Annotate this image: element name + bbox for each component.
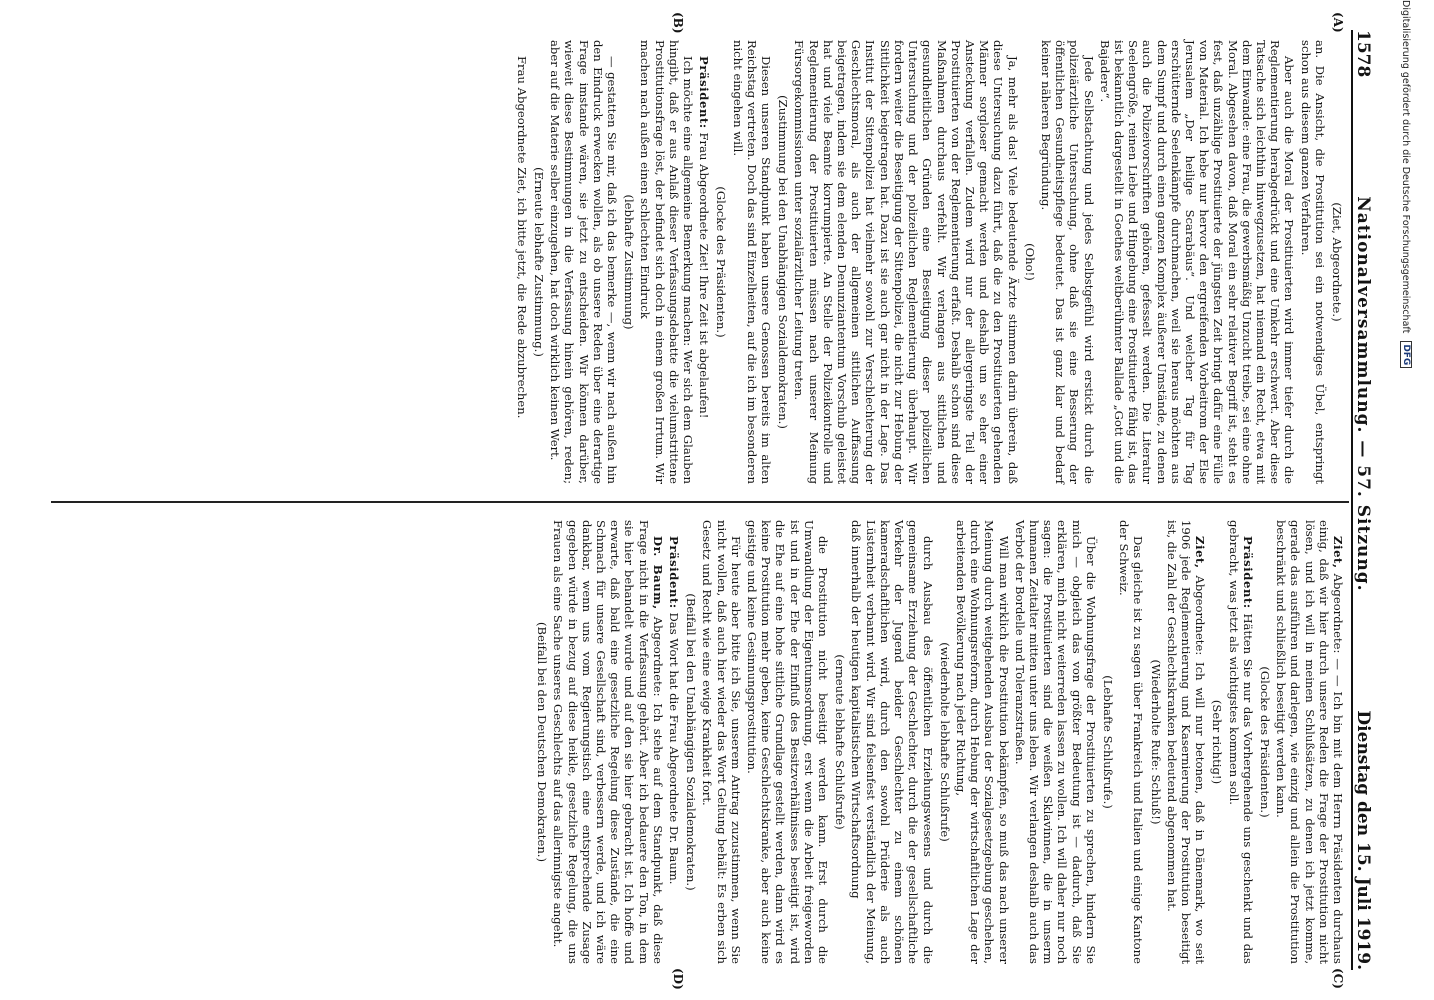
margin-letter-c: (C) (1331, 968, 1345, 989)
paragraph: — gestatten Sie mir, daß ich das bemerke —, wenn wir nach außen hin den Eindruck erwecken wollen, als ob unsere Reden über eine derartige Frage imstande wären, sie jetzt zu entscheiden. Wir können darüber, wieweit diese Bestimmungen in die Verfassung hinein gehören, reden; aber auf die Materie selber einzugehen, hat doch wirklich keinen Wert. (548, 40, 620, 484)
interjection: (erneute lebhafte Schlußrufe) (833, 654, 848, 830)
paragraph: Abgeordnete: — — Ich bin mit dem Herrn Präsidenten durchaus einig, daß wir hier durch unsere Reden die Frage der Prostitution nicht lösen, und ich will in meinen Schlußsätzen, zu denen ich jetzt komme, gerade das ausführen und darlegen, wie einzig und allein die Prostitution beschränkt und schließlich beseitigt werden kann. (1274, 520, 1345, 965)
paragraph: Aber auch die Moral der Prostituierten wird immer tiefer durch die Reglementierung herabgedrückt und eine Umkehr erschwert. Aber diese Tatsache sich leichthin hinwegzusetzen, hat niemand ein Recht, etwa mit dem Einwande: eine Frau, die gewerbsmäßig Unzucht treibe, sei eine ohne Moral. Abgesehen davon, daß Moral ein sehr relativer Begriff ist, steht es fest, daß unzählige Prostituierte der jüngsten Zeit bringt dafür eine Fülle von Material. Ich hebe nur hervor den ergreifenden Vorbeitrom der Else Jerusalem „Der heilige Scarabäus“. Und welcher Tag für Tag erschütternde Seelenkämpfe durchmachen, weil sie heraus möchten aus dem Sumpf und durch einen ganzen Komplex äußerer Umstände, zu denen auch die Polizeivorschriften gehören, gefesselt werden. Die Literatur Seelengröße, reinen Liebe und Hingebung eine Prostituierte fähig ist, das ist bekanntlich dargestellt in Goethes weltberühmter Ballade „Gott und die Bajadere“. (1097, 40, 1297, 484)
rotated-page (5, 0, 1385, 1000)
dfg-logo: DFG (1400, 341, 1412, 368)
interjection: (Beifall bei den Unabhängigen Sozialdemokraten.) (684, 593, 699, 891)
paragraph: Für heute aber bitte ich Sie, unserem Antrag zuzustimmen, wenn Sie nicht wollen, daß auch hier wieder das Wort Geltung behält: Es erben sich Gesetz und Recht wie eine ewige Krankheit fort. (700, 520, 743, 964)
speaker-label: Ziet, (1193, 536, 1208, 569)
interjection: (Glocke des Präsidenten.) (1257, 666, 1272, 818)
paragraph: an. Die Ansicht, die Prostitution sei ein notwendiges Übel, entspringt schon aus diesem ganzen Verfahren. (1298, 40, 1327, 484)
funding-note: Digitalisierung gefördert durch die Deutsche Forschungsgemeinschaft (1400, 0, 1412, 334)
speaker-continuation: (Ziet, Abgeordnete.) (1330, 202, 1344, 322)
interjection: (Erneute lebhafte Zustimmung.) (532, 167, 547, 357)
speaker-label: Präsident: (697, 56, 712, 129)
interjection: (Glocke des Präsidenten.) (714, 186, 729, 338)
right-column (25, 520, 1345, 964)
interjection: (wiederholte lebhafte Schlußrufe) (937, 642, 952, 842)
paragraph: Ich möchte eine allgemeine Bemerkung machen: Wer sich dem Glauben hingibt, daß er aus Anlaß dieser Verfassungsdebatte die vielumstrittene Prostitutionsfrage löst, der befindet sich doch in einem großen Irrtum. Wir machen nach außen einen schlechten Eindruck (638, 40, 696, 484)
interjection: (Beifall bei den Deutschen Demokraten.) (535, 621, 550, 863)
interjection: (Lebhafte Schlußrufe.) (1100, 675, 1115, 809)
speaker-label: Präsident: (667, 536, 682, 609)
page-header (1351, 30, 1379, 970)
paragraph: Über die Wohnungsfrage der Prostituierten zu sprechen, hindern Sie mich — obgleich das von größter Bedeutung ist — dadurch, daß Sie erklären, mich nicht weiterreden lassen zu wollen. Ich will daher nur noch sagen: die Prostituierten sind die weißen Sklavinnen, die in unserm humanen Zeitalter mitten unter uns leben. Wir verlangen deshalb auch das Verbot der Bordelle und Toleranzstraßen. (1012, 520, 1098, 964)
paragraph: Das gleiche ist zu sagen über Frankreich und Italien und einige Kantone der Schweiz. (1117, 520, 1146, 964)
paragraph: Das Wort hat die Frau Abgeordnete Dr. Baum. (667, 612, 682, 885)
interjection: (Sehr richtig!) (1210, 699, 1225, 785)
interjection: (lebhafte Zustimmung) (622, 194, 637, 330)
paragraph: Will man wirklich die Prostitution bekämpfen, so muß das nach unserer Meinung durch weitgehenden Ausbau der Sozialgesetzgebung geschehen, durch eine Wohnungsreform, durch Hebung der wirtschaftlichen Lage der arbeitenden Bevölkerung nach jeder Richtung, (953, 520, 1011, 964)
page-number: 1578 (1353, 30, 1373, 78)
margin-letter-a: (A) (1331, 12, 1345, 33)
speaker-label: Präsident: (1240, 536, 1255, 609)
speaker-label: Dr. Baum, (650, 536, 665, 610)
paragraph: Frau Abgeordnete Ziet! Ihre Zeit ist abgelaufen! (697, 132, 712, 419)
paragraph: die Prostitution nicht beseitigt werden kann. Erst durch die Umwandlung der Eigentumsordnung, erst wenn die Arbeit freigeworden ist und in der Ehe der Einfluß des Besitzverhältnisses beseitigt ist, wird die Ehe auf eine hohe sittliche Grundlage gestellt werden, dann wird es keine Prostitution mehr geben, keine Geschlechtskranke, aber auch keine geistige und keine Gesinnungsprostitution. (745, 520, 831, 964)
interjection: (Zustimmung bei den Unabhängigen Sozialdemokraten.) (776, 95, 791, 429)
paragraph: Abgeordnete: Ich will nur betonen, daß in Dänemark, wo seit 1906 jede Reglementierung und Kasernierung der Prostitution beseitigt ist, die Zahl der Geschlechtskranken bedeutend abgenommen hat. (1164, 520, 1208, 965)
paragraph: Hätten Sie nur das Vorhergehende uns geschenkt und das gebracht, was jetzt als wichtigstes kommen soll. (1226, 520, 1255, 964)
paragraph: Ja, mehr als das! Viele bedeutende Ärzte stimmen darin überein, daß diese Untersuchung dazu führt, daß die zu den Prostituierten gehenden Männer sorgloser gemacht werden und deshalb um so eher einer Ansteckung verfallen. Zudem wird nur der allergeringste Teil der Prostituierten von der Reglementierung erfaßt. Deshalb schon sind diese Maßnahmen durchaus verfehlt. Wir verlangen aus sittlichen und gesundheitlichen Gründen eine Beseitigung dieser polizeilichen Untersuchung und der polizeilichen Reglementierung überhaupt. Wir fordern weiter die Beseitigung der Sittenpolizei, die nicht zur Hebung der Sittlichkeit beigetragen hat. Dazu ist sie auch gar nicht in der Lage. Das Institut der Sittenpolizei hat vielmehr sowohl zur Verschlechterung der Geschlechtsmoral, als auch der allgemeinen sittlichen Auffassung beigetragen, indem sie dem elenden Denunziantentum Vorschub geleistet hat und viele Beamte korrumpierte. An Stelle der Polizeikontrolle und Reglementierung der Prostituierten müssen nach unserer Meinung Fürsorgekommissionen unter sozialärztlicher Leitung treten. (792, 40, 1020, 484)
margin-letter-d: (D) (671, 968, 685, 990)
digitization-footer (1398, 0, 1414, 1000)
paragraph: durch Ausbau des öffentlichen Erziehungswesens und durch die gemeinsame Erziehung der Geschlechter, durch die der gesellschaftliche Verkehr der Jugend beider Geschlechter zu einem schönen kameradschaftlichen wird, durch den sowohl Prüderie als auch Lüsternheit verbannt wird. Wir sind felsenfest verständlich der Meinung, daß innerhalb der heutigen kapitalistischen Wirtschaftsordnung (849, 520, 935, 964)
session-date: Dienstag den 15. Juli 1919. (1353, 710, 1373, 970)
left-column (25, 40, 1345, 484)
speaker-label: Ziet, (1331, 536, 1345, 569)
paragraph: Jede Selbstachtung und jedes Selbstgefühl wird erstickt durch die polizeiärztliche Untersuchung, ohne daß sie eine Besserung der öffentlichen Gesundheitspflege bedeutet. Das ist ganz klar und bedarf keiner näheren Begründung. (1038, 40, 1096, 484)
interjection: (Oho!) (1022, 243, 1037, 281)
margin-letter-b: (B) (671, 12, 685, 34)
interjection: (Wiederholte Rufe: Schluß!) (1148, 659, 1163, 825)
paragraph: Diesen unseren Standpunkt haben unsere Genossen bereits im alten Reichstag vertreten. Doch das sind Einzelheiten, auf die ich im besonderen nicht eingehen will. (730, 40, 774, 484)
assembly-title: Nationalversammlung. — 57. Sitzung. (1353, 196, 1373, 592)
column-divider (51, 501, 1349, 503)
paragraph: Frau Abgeordnete Ziet, ich bitte jetzt, die Rede abzubrechen. (514, 56, 529, 419)
paragraph: Abgeordnete: Ich stehe auf dem Standpunkt, daß diese Frage nicht in die Verfassung gehört. Aber ich bedauere den Ton, in dem sie hier behandelt wurde und auf den sie hier gebracht ist. Ich hoffe und erwarte, daß bald eine gesetzliche Regelung diese Zustände, die eine Schmach für unsere Gesellschaft sind, verbessern werde, und ich wäre dankbar, wenn uns vom Regierungstisch eine entsprechende Zusage gegeben würde in bezug auf diese heikle, gesetzliche Regelung, die uns Frauen als eine Sache unseres Geschlechts auf das allerinnigste angeht. (551, 520, 665, 964)
